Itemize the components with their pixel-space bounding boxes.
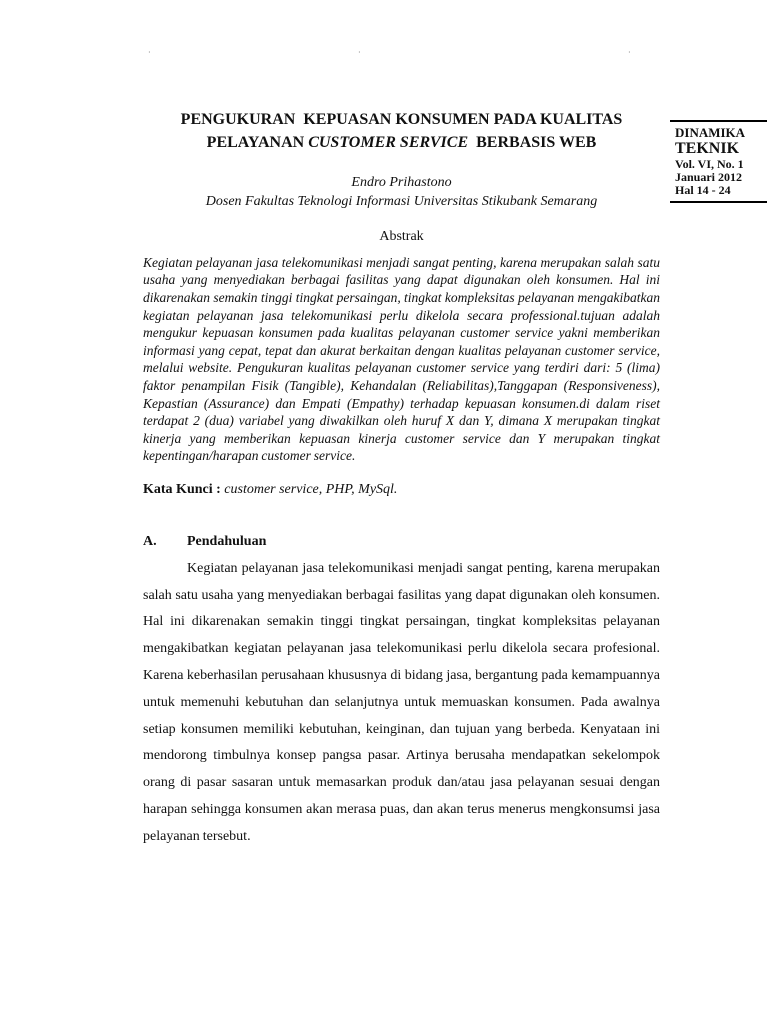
journal-name-line1: DINAMIKA (675, 125, 746, 140)
section-heading (143, 534, 660, 550)
header-artifact-left: · (148, 48, 151, 57)
article-content (143, 108, 660, 851)
journal-volume: Vol. VI, No. 1 (675, 156, 744, 171)
keywords-line (143, 482, 660, 498)
paper-title (143, 108, 660, 154)
title-line-1: PENGUKURAN KEPUASAN KONSUMEN PADA KUALITAS (180, 111, 623, 128)
keywords-values: customer service, PHP, MySql. (220, 481, 398, 497)
journal-date: Januari 2012 (675, 170, 743, 185)
title-line-2-end: BERBASIS WEB (468, 134, 597, 152)
header-artifact-right: · (628, 48, 631, 57)
section-paragraph: Kegiatan pelayanan jasa telekomunikasi menjadi sangat penting, karena merupakan salah satu usaha yang menyediakan berbagai fasilitas yang dapat digunakan oleh konsumen. Hal ini dikarenakan semakin tinggi tingkat persaingan, tingkat kompleksitas pelayanan mengakibatkan kegiatan pelayanan jasa telekomunikasi perlu dikelola secara profesional. Karena keberhasilan perusahaan khususnya di bidang jasa, bergantung pada kemampuannya untuk memenuhi kebutuhan dan selanjutnya untuk memuaskan konsumen. Pada awalnya setiap konsumen memiliki kebutuhan, keinginan, dan tujuan yang berbeda. Kenyataan ini mendorong timbulnya konsep pangsa pasar. Artinya berusaha mendapatkan sekelompok orang di pasar sasaran untuk memasarkan produk dan/atau jasa pelayanan sesuai dengan harapan sehingga konsumen akan merasa puas, dan akan terus menerus mengkonsumsi jasa pelayanan tersebut. (143, 560, 660, 844)
author-name: Endro Prihastono (351, 175, 452, 191)
abstract-heading: Abstrak (379, 228, 424, 244)
journal-info-box (670, 120, 767, 203)
journal-name-line2: TEKNIK (675, 140, 740, 158)
author-affiliation: Dosen Fakultas Teknologi Informasi Universitas Stikubank Semarang (205, 193, 598, 209)
section-title: Pendahuluan (187, 533, 267, 549)
header-artifact-center: · (358, 48, 361, 57)
author-block (143, 174, 660, 210)
journal-pages: Hal 14 - 24 (675, 183, 731, 198)
title-line-2 (143, 131, 660, 154)
section-number: A. (143, 533, 157, 549)
abstract-text: Kegiatan pelayanan jasa telekomunikasi menjadi sangat penting, karena merupakan salah satu usaha yang menyediakan berbagai fasilitas yang dapat digunakan oleh konsumen. Hal ini dikarenakan semakin tinggi tingkat persaingan, tingkat kompleksitas pelayanan mengakibatkan kegiatan pelayanan jasa telekomunikasi perlu dikelola secara professional.tujuan adalah mengukur kepuasan konsumen pada kualitas pelayanan customer service yakni memberikan informasi yang cepat, tepat dan akurat berkaitan dengan kualitas pelayanan customer service, melalui website. Pengukuran kualitas pelayanan customer service yang terdiri dari: 5 (lima) faktor penampilan Fisik (Tangible), Kehandalan (Reliabilitas),Tanggapan (Responsiveness), Kepastian (Assurance) dan Empati (Empathy) terhadap kepuasan konsumen.di dalam riset terdapat 2 (dua) variabel yang diwakilkan oleh huruf X dan Y, dimana X merupakan tingkat kinerja yang memberikan kepuasan kinerja customer service dan Y merupakan tingkat kepentingan/harapan customer service. (143, 254, 660, 464)
title-line-2-start: PELAYANAN (206, 134, 309, 152)
keywords-label: Kata Kunci : (143, 481, 221, 497)
title-line-2-italic: CUSTOMER SERVICE (308, 134, 469, 152)
